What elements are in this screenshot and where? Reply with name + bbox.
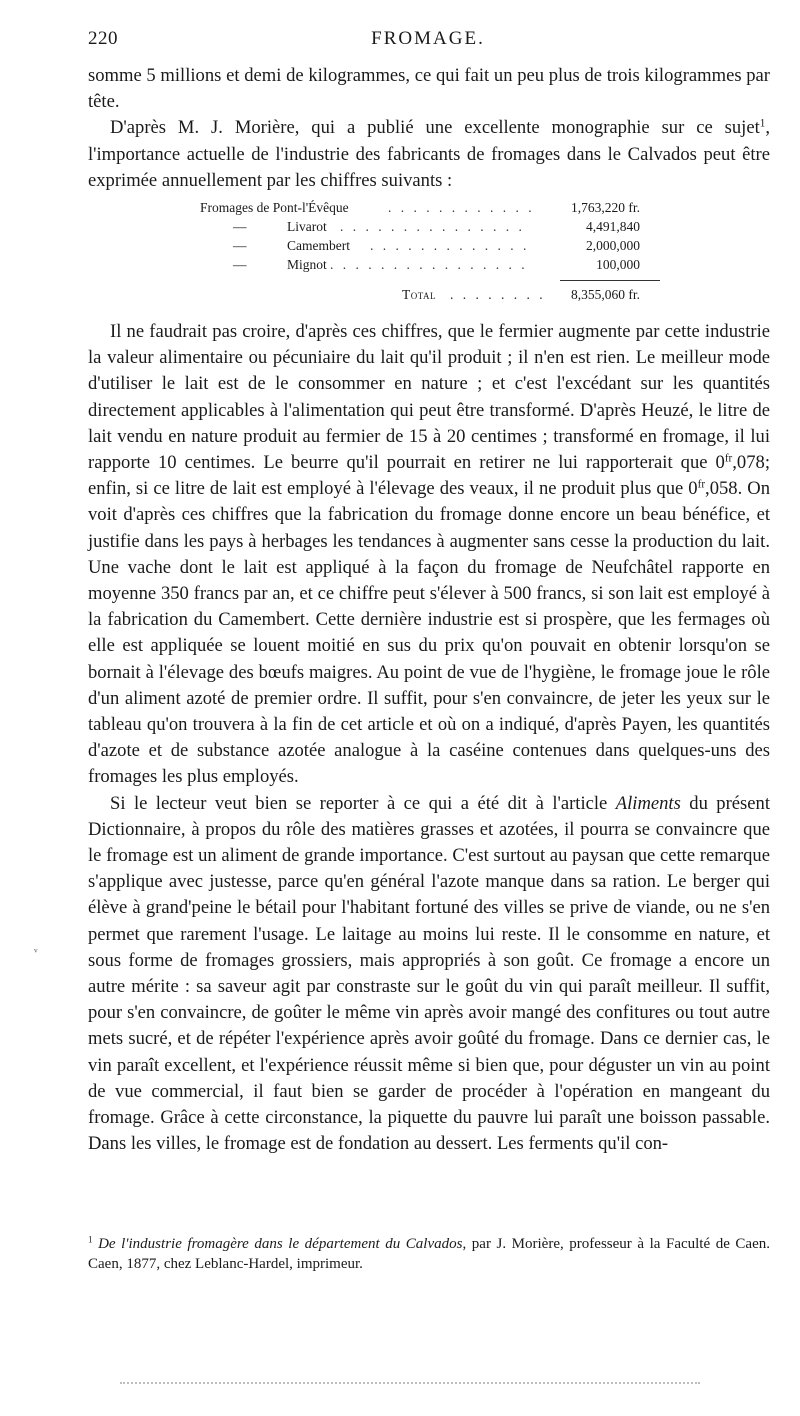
total-label: Total bbox=[402, 287, 437, 302]
footnote-text: , par J. Morière, professeur à la Faculté de Caen. Caen, 1877, chez Leblanc-Hardel, imprimeur. bbox=[88, 1236, 771, 1272]
paragraph-text: du présent Dictionnaire, à propos du rôle des matières grasses et azotées, il pourra se convaincre que le fromage est un aliment de grande importance. C'est surtout au paysan que cette remarque s'applique avec justesse, parce qu'en général l'azote manque dans sa ration. Le berger qui élève à grand'peine le bétail pour l'habitant fortuné des villes se prive de viande, ou ne s'en permet que rarement l'usage. Le laitage au moins lui reste. Il le consomme en nature, et sous forme de fromages grossiers, mais appropriés à son goût. Ce fromage a encore un autre mérite : sa saveur agit par constraste sur le goût du vin qui paraît meilleur. Il suffit, pour s'en convaincre, de goûter le même vin après avoir mangé des confitures ou tout autre mets sucré, et de répéter l'expérience après avoir goûté du fromage. Dans ce dernier cas, le vin paraît excellent, et l'expérience réussit même si bien que, pour déguster un vin au point de vue commercial, il faut bien se garder de procéder à l'opération en mangeant du fromage. Grâce à cette circonstance, la piquette du pauvre lui paraît une boisson passable. Dans les villes, le fromage est de fondation au dessert. Les ferments qu'il con- bbox=[88, 792, 770, 1155]
paragraph-continuation: somme 5 millions et demi de kilogrammes, ce qui fait un peu plus de trois kilogrammes par tête. bbox=[88, 65, 770, 113]
footnote-title: De l'industrie fromagère dans le département du Calvados bbox=[98, 1236, 463, 1252]
intro-text bbox=[88, 63, 770, 194]
paragraph-text: Il ne faudrait pas croire, d'après ces chiffres, que le fermier augmente par cette industrie la valeur alimentaire ou pécuniaire du lait qu'il produit ; il n'en est rien. Le meilleur mode d'utiliser le lait est de le consommer en nature ; et c'est l'excédant sur les quantités directement applicables à l'alimentation qui peut être transformé. D'après Heuzé, le litre de lait vendu en nature produit au fermier de 15 à 20 centimes ; transformé en fromage, il lui rapporte 10 centimes. Le beurre qu'il pourrait en retirer ne lui rapporterait que 0 bbox=[88, 321, 770, 474]
footnote-reference: 1 bbox=[759, 117, 766, 130]
unit-superscript: fr bbox=[724, 452, 733, 465]
row-amount: 1,763,220 fr. bbox=[571, 200, 640, 215]
footnote-mark: 1 bbox=[88, 1234, 93, 1245]
scan-speck: ᵛ bbox=[34, 945, 38, 959]
production-table bbox=[200, 198, 660, 302]
row-amount: 100,000 bbox=[596, 257, 640, 272]
running-head bbox=[88, 28, 768, 52]
row-amount: 2,000,000 bbox=[586, 238, 640, 253]
scan-artifact-line bbox=[120, 1382, 700, 1384]
paragraph-text: ,078; enfin, si ce litre de lait est employé à l'élevage des veaux, il ne produit plus que 0 bbox=[88, 452, 770, 500]
table-row bbox=[200, 236, 660, 255]
row-label: Fromages de Pont-l'Évêque bbox=[200, 200, 349, 215]
article-reference: Aliments bbox=[615, 792, 681, 814]
row-amount: 4,491,840 bbox=[586, 219, 640, 234]
sum-rule bbox=[560, 280, 660, 281]
paragraph-economics bbox=[88, 319, 770, 791]
dot-leader: . . . . . . . . . . . . . bbox=[370, 238, 530, 253]
paragraph-text: , l'importance actuelle de l'industrie des fabricants de fromages dans le Calvados peut être exprimée annuellement par les chiffres suivants : bbox=[88, 117, 770, 191]
paragraph-text: D'après M. J. Morière, qui a publié une excellente monographie sur ce sujet bbox=[110, 117, 760, 139]
paragraph-text: ,058. On voit d'après ces chiffres que la fabrication du fromage donne encore un beau bénéfice, et justifie dans les pays à herbages les tendances à augmenter sans cesse la production du lait. Une vache dont le lait est appliqué à la façon du fromage de Neufchâtel rapporte en moyenne 350 francs par an, et ce chiffre peut s'élever à 500 francs, si son lait est employé à la fabrication du Camembert. Cette dernière industrie est si prospère, que les fermages où elle est appliquée se louent moitié en sus du prix qu'on pouvait en obtenir lorsqu'on se bornait à l'élevage des bœufs maigres. Au point de vue de l'hygiène, le fromage joue le rôle d'un aliment azoté de premier ordre. Il suffit, pour s'en convaincre, de jeter les yeux sur le tableau qu'on trouvera à la fin de cet article et où on a indiqué, d'après Payen, les quantités d'azote et de substance azotée analogue à la caséine contenues dans quelques-uns des fromages les plus employés. bbox=[88, 478, 771, 788]
dot-leader: . . . . . . . . . . . . . . . . bbox=[330, 257, 528, 272]
paragraph-text: Si le lecteur veut bien se reporter à ce qui a été dit à l'article bbox=[110, 792, 616, 814]
dot-leader: . . . . . . . . . . . . . . . bbox=[340, 219, 525, 234]
row-label: Mignot bbox=[287, 257, 327, 272]
dot-leader: . . . . . . . . bbox=[450, 287, 546, 302]
table-row bbox=[200, 217, 660, 236]
row-label: Livarot bbox=[287, 219, 327, 234]
dot-leader: . . . . . . . . . . . . bbox=[388, 200, 535, 215]
page-number: 220 bbox=[88, 28, 118, 49]
paragraph-hygiene bbox=[88, 791, 770, 1158]
ditto-dash: — bbox=[233, 238, 247, 253]
main-text bbox=[88, 319, 770, 1158]
unit-superscript: fr bbox=[697, 478, 706, 491]
row-label: Camembert bbox=[287, 238, 350, 253]
footnote bbox=[88, 1234, 770, 1274]
table-row bbox=[200, 198, 660, 217]
paragraph-moriere bbox=[88, 115, 770, 194]
ditto-dash: — bbox=[233, 257, 247, 272]
running-title: FROMAGE. bbox=[371, 28, 485, 49]
ditto-dash: — bbox=[233, 219, 247, 234]
table-row bbox=[200, 255, 660, 274]
total-amount: 8,355,060 fr. bbox=[571, 287, 640, 302]
table-total-row bbox=[200, 285, 660, 304]
